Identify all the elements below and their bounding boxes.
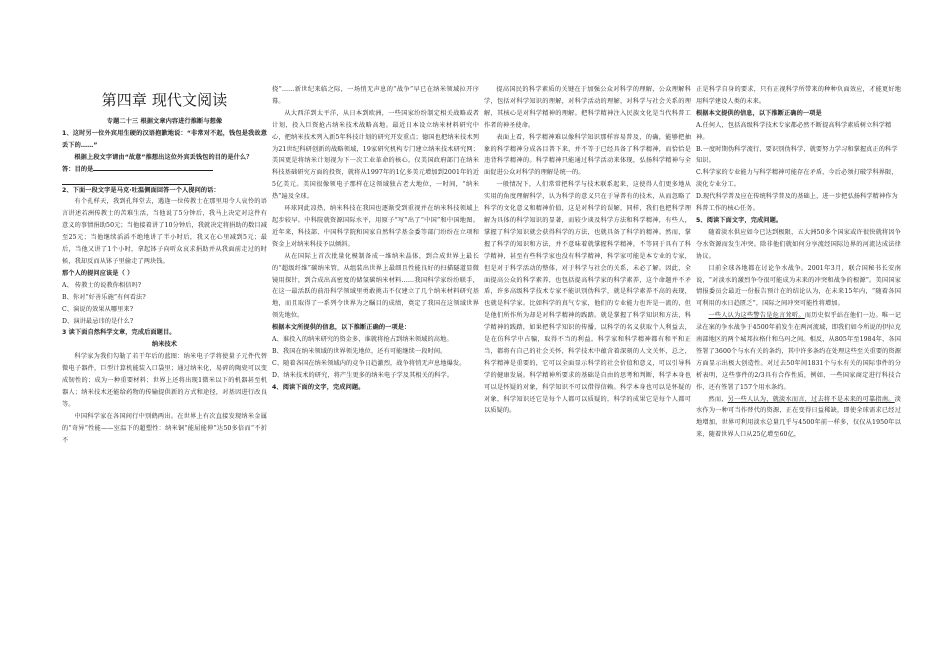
c2-option-b: B、我国在纳米领域的世界领先地位，还有可能继续一段时间。 — [272, 347, 447, 355]
c2-option-d: D、纳米技术的研究，将产生更多的纳米电子学及其相关的科学。 — [272, 371, 454, 379]
c2-option-c: C、随着各国在纳米领域内的竞争日趋激烈，战争将悄无声息地爆发。 — [272, 359, 466, 367]
c2-paragraph-1: 挠”……新世纪来临之际，一场悄无声息的“战争”早已在纳米领域拉开序幕。 — [272, 86, 479, 105]
c2-paragraph-4: 从在国际上首次批量化模制备成一维纳米晶体，到合成世界上最长的“超级纤维”碳纳米管，从组装出世界上最细且性能良好的扫描隧道显微镜用探针，到合成出高密度的储氢碳纳米材料……我国科学家纷纷联手，在这一最活跃的前沿科学领域里勇敢挑击不仅建立了几个纳米材料研究基地，而且取得了一系列令世界为之瞩目的成绩，奠定了我国在这领域世界领先地位。 — [272, 252, 479, 320]
c4-paragraph-5-rest: 淡水作为一种可当作替代的资源，正在变得日益稀缺，即使全球需求已经过地增加，世界可利用淡水总量几乎与4500年前一样多，仅仅从1950年以来，随着世界人口从25亿增至60亿， — [696, 395, 901, 439]
q3-paragraph-2: 中国科学家在各国间行中别鹤两出。在世界上有次直接发现纳米金属的“奇异”性能——室温下的超塑性：纳米铜“能屈能伸”达50多倍而“不折不 — [62, 412, 267, 444]
q2-option-a: A、 传教士的说教你相信吗? — [62, 281, 142, 289]
c4-paragraph-4 — [696, 310, 901, 393]
c4-paragraph-5-start: 然而， — [708, 395, 728, 403]
q2-ask: 那个人的提问应该是（ ） — [62, 269, 134, 277]
q2-text: 有个孔样天，我到孔拜堂去，遇逢一位传教士在那里用令人哀怜的语言讲述若洲传教士的苦难生活，当他说了5分钟后，我马上决定对这件有意义的事情捐助50元；当他接着讲了10分钟后，我就决定将捐助的数目减至25元；当他继续滔滔不绝地讲了半小时后，我又在心里减到5元；最后，当他又讲了1个小时，拿起钵子向听众哀求捐助并从我面前走过的时候，我却反而从钵子里偷走了两块钱。 — [62, 198, 267, 265]
c3-paragraph-3: 一般情况下，人们常常把科学与技术联系起来，这使得人们更多地从实用的角度理解科学，认为科学的意义只在于导普有的技术，从而忽略了科学的文化意义和精神价值，这是对科学的误解，同样，我们也把科学理解为具体的科学知识的显著，而较少谈及科学方法和科学精神，有些人，掌握了科学知识就会获得科学的方法，也就具备了科学的精神。然而，掌握了科学的知识和方法，并不意味着就掌握科学精神，不等同于具有了科学精神，甚至有些科学家也没有科学精神，科学家可能是本专业的专家，但是对于科学活动的整体，对于科学与社会的关系，未必了解。因此，全面提高公众的科学素养，也包括提高科学家的科学素养，这个命题并不矛盾，许多高级科学技术专家不能识别伪科学，就是科学素养不高的表现，也就是科学家。比如科学的真气专家，他们的专业能力也许是一流的，但是他们所作所为却是对科学精神的践踏。就是掌握了科学知识和方法，科学精神的践踏，如果把科学知识的传播，以科学的名义获取个人利益去，是在仿科学中占骗，取得不当的利益。科学家和科学精神都有和平和正当，都将有自己的社会关怀，科学技术中蕴含着深刻的人文关怀，总之，科学精神是重要的，它可以全面显示科学的社会价值和意义，可以引导科学的健康发展。科学精神所要求的基础是自由的思考和判断，科学本身也可以是怀疑的对象，科学知识不可以借得信赖。科学本身也可以是怀疑的对象，科学知识还它是每个人都可以质疑的，科学的成果它是每个人都可以质疑的。 — [484, 181, 691, 415]
column-3 — [484, 84, 691, 417]
c4-paragraph-3: 目前全球各地都在讨论争水战争。2001年3月，联合国秘书长安南说，“对淡水的激烈争夺很可能成为未来的冲突和战争的根源”。美国国家情报委员会最近一份报告预计在的结论认为，在未来15年内，“随着各国可利用的水日趋匮乏”，国际之间冲突可能性将增加。 — [696, 264, 901, 308]
q2-option-b: B、你对“好善乐施”有何看法? — [62, 293, 146, 301]
q1-ask: 根据上段文字请由“故意”推想出这位外宾丢钱包的目的是什么？ — [74, 153, 253, 161]
q1-answer-label: 答：目的是 — [62, 165, 94, 173]
q3-article-title: 纳米技术 — [151, 341, 178, 349]
c4-option-a: A.任何人，包括高级科学技术专家都必然不断提高科学素质树立科学精神。 — [696, 121, 892, 141]
c4-option-d: D.现代科学普及应在传统科学普及的基础上，进一步把弘扬科学精神作为科普工作的核心任务。 — [696, 193, 898, 213]
underlined-sentence-1: 一些人认为这些警告是危言耸听。 — [708, 312, 805, 320]
q2-option-c: C、演说的效果从哪里来? — [62, 305, 134, 313]
q3-stem: 3 读下面自然科学文章，完成后面题目。 — [62, 329, 176, 337]
c4-question-stem: 根据本文提供的信息，以下推断正确的一项是 — [696, 109, 822, 117]
c4-paragraph-5 — [696, 394, 901, 442]
underlined-sentence-2: 另一些人认为，就淡水而言，过去将不是未来的可靠指南。 — [727, 395, 895, 403]
c4-paragraph-1: 正是科学自身的要求，只有正视科学所带来的种种负面效应，才能更好地用科学建设人类的未来。 — [696, 86, 901, 105]
column-4 — [696, 84, 901, 441]
c4-paragraph-2: 随着淡水供应如今已达到极限，五大洲50多个国家或许很快就将因争夺水资源而发生冲突。除非他们就如何分享流经国际边界的河流达成法律协议。 — [696, 228, 901, 260]
q1-stem: 1、这时另一位外宾用生硬的汉语抱歉地说：“非常对不起，钱包是我故意丢下的……” — [62, 129, 267, 149]
column-1 — [62, 84, 267, 446]
q5-stem: 5、阅读下面文字，完成问题。 — [696, 216, 783, 224]
topic-title: 专题二十三 根据文章内容进行推断与想像 — [106, 118, 223, 125]
c2-question-stem: 根据本文所提供的信息，以下推断正确的一项是： — [272, 324, 411, 332]
c4-paragraph-4-rest: 而历史似乎站在他们一边。唯一记录在案的争水战争于4500年前发生在两河流域，即我们如今所说的伊拉克南部地区的两个城邦拉格什和乌玛之间。相反，从805年至1984年，各国签署了3600个与水有关的条约，其中许多条约在处理这些至关重要的资源方面显示出极大创造性。对过去50年间1831个与水有关的国际事件的分析表明，这些事件的2/3具有合作性质，例如，一些国家商定进行科技合作，还有签署了157个用水条约。 — [696, 312, 902, 391]
c3-paragraph-1: 提高国民的科学素质的关键在于加强公众对科学的理解，公众理解科学，包括对科学知识的理解，对科学活动的理解，对科学与社会关系的理解，其核心是对科学精神的理解。把科学精神注入民族文化是当代科普工作者的神圣使命。 — [484, 86, 691, 129]
q2-option-d: D、演讲最忌讳的是什么? — [62, 317, 134, 325]
c3-paragraph-2: 表面上看，科学精神难以像科学知识那样容易普及，的确，能够把抽象的科学精神分成各目普下来，并不等于已经具备了科学精神，而恰恰是违背科学精神的。科学精神只能通过科学活动来体现，弘扬科学精神与全面促进公众对科学的理解是统一的。 — [484, 133, 691, 177]
c4-option-b: B.一度时期伪科学流行，要识别伪科学，就要努力学习和掌握真正的科学知识。 — [696, 145, 898, 165]
q1-answer-line — [62, 164, 267, 176]
c2-paragraph-2: 从大西洋到太平洋，从日本到欧洲，一些国家纷纷制定相关战略或者计划，投入巨资抢占纳米技术战略高地。最近日本设立纳米材料研究中心，把纳米技术列入新5年科技计划的研究开发重点；德国也把纳米技术列为21世纪科研创新的战略领域，19家研究机构专门建立纳米技术研究网；美国更是将纳米计划视为下一次工业革命的核心，仅美国政府部门在纳米科技基础研究方面的投资，就将从1997年的1亿多美元增加到2001年的近5亿美元。美国很像领电子那样在这领域独占老大地位，一时间，“纳米热”遍及全球。 — [272, 109, 479, 201]
c2-option-a: A、谁投入的纳米研究的资金多，谁就将抢占到纳米领域的高地。 — [272, 336, 453, 344]
q4-stem: 4、阅读下面的文字，完成问题。 — [272, 383, 365, 391]
q2-stem: 2、下面一段文字是马克·吐温侧面回答一个人提问的话： — [62, 186, 220, 194]
column-2 — [272, 84, 479, 394]
chapter-title: 第四章 现代文阅读 — [101, 91, 228, 109]
q3-paragraph-1: 科学家为我们勾勒了若干年后的蓝图：纳米电子学将使量子元件代替微电子器件，巨型计算机能装入口袋里；通过纳米化，易碎的陶瓷可以变成韧性的；成为一种重要材料；世界上还将出现1微米以下的机器甚至机器人；纳米技术还能给药物的传输提供新的方式和途径，对基因进行改良等。 — [62, 353, 267, 408]
answer-blank-2 — [62, 176, 192, 185]
answer-blank — [93, 164, 213, 171]
c4-option-c: C.科学家的专业能力与科学精神可能存在矛盾，今后必须打破学科界限，淡化专业分工。 — [696, 169, 898, 189]
c2-paragraph-3: 环球同此凉热，纳米科技在我国也逐渐受到重视并在纳米科技领域上起步较早。中科院就资源国际水平，用原子“写”出了“中国”和中国地图。近年来，科技部、中国科学院和国家自然科学基金委等部门纷纷在立项和资金上对纳米科技予以倾斜。 — [272, 205, 479, 248]
